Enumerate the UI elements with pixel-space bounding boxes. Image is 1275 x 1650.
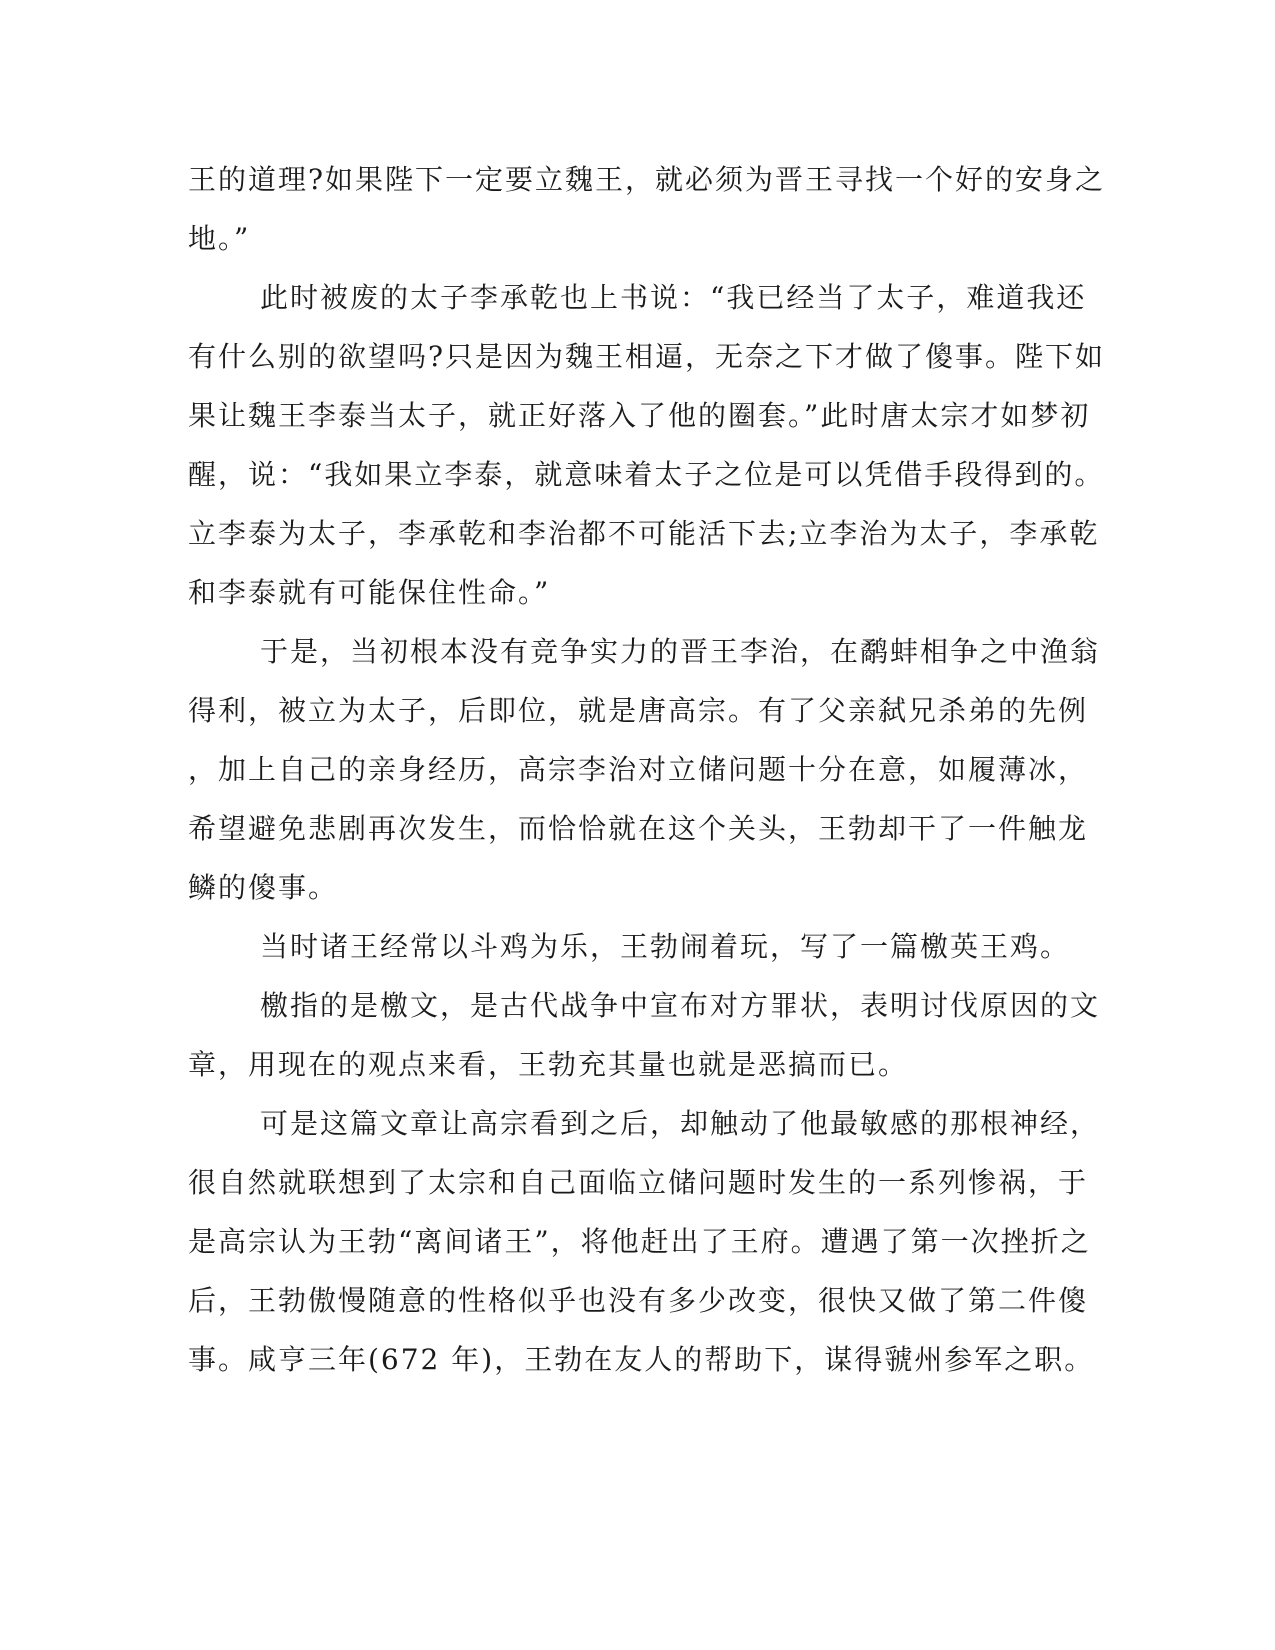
paragraph-first-line: 于是，当初根本没有竞争实力的晋王李治，在鹬蚌相争之中渔翁 bbox=[260, 635, 1101, 668]
text-line: 得利，被立为太子，后即位，就是唐高宗。有了父亲弑兄杀弟的先例 bbox=[188, 694, 1089, 727]
text-line: 鳞的傻事。 bbox=[188, 871, 339, 904]
paragraph-first-line: 当时诸王经常以斗鸡为乐，王勃闹着玩，写了一篇檄英王鸡。 bbox=[260, 930, 1071, 963]
text-line: 希望避免悲剧再次发生，而恰恰就在这个关头，王勃却干了一件触龙 bbox=[188, 812, 1089, 845]
text-line: 果让魏王李泰当太子，就正好落入了他的圈套。”此时唐太宗才如梦初 bbox=[188, 399, 1091, 432]
text-line: 王的道理?如果陛下一定要立魏王，就必须为晋王寻找一个好的安身之 bbox=[188, 163, 1106, 196]
text-line: 章，用现在的观点来看，王勃充其量也就是恶搞而已。 bbox=[188, 1048, 909, 1081]
text-line: 醒，说：“我如果立李泰，就意味着太子之位是可以凭借手段得到的。 bbox=[188, 458, 1105, 491]
text-line: 事。咸亨三年(672 年)，王勃在友人的帮助下，谋得虢州参军之职。 bbox=[188, 1343, 1095, 1376]
text-line: ，加上自己的亲身经历，高宗李治对立储问题十分在意，如履薄冰， bbox=[188, 753, 1089, 786]
paragraph-first-line: 檄指的是檄文，是古代战争中宣布对方罪状，表明讨伐原因的文 bbox=[260, 989, 1101, 1022]
text-line: 后，王勃傲慢随意的性格似乎也没有多少改变，很快又做了第二件傻 bbox=[188, 1284, 1089, 1317]
paragraph-first-line: 可是这篇文章让高宗看到之后，却触动了他最敏感的那根神经， bbox=[260, 1107, 1101, 1140]
text-line: 和李泰就有可能保住性命。” bbox=[188, 576, 551, 609]
text-line: 很自然就联想到了太宗和自己面临立储问题时发生的一系列惨祸，于 bbox=[188, 1166, 1089, 1199]
paragraph-first-line: 此时被废的太子李承乾也上书说：“我已经当了太子，难道我还 bbox=[260, 281, 1087, 314]
text-line: 立李泰为太子，李承乾和李治都不可能活下去;立李治为太子，李承乾 bbox=[188, 517, 1100, 550]
text-line: 有什么别的欲望吗?只是因为魏王相逼，无奈之下才做了傻事。陛下如 bbox=[188, 340, 1106, 373]
text-line: 地。” bbox=[188, 222, 251, 255]
text-line: 是高宗认为王勃“离间诸王”，将他赶出了王府。遭遇了第一次挫折之 bbox=[188, 1225, 1091, 1258]
